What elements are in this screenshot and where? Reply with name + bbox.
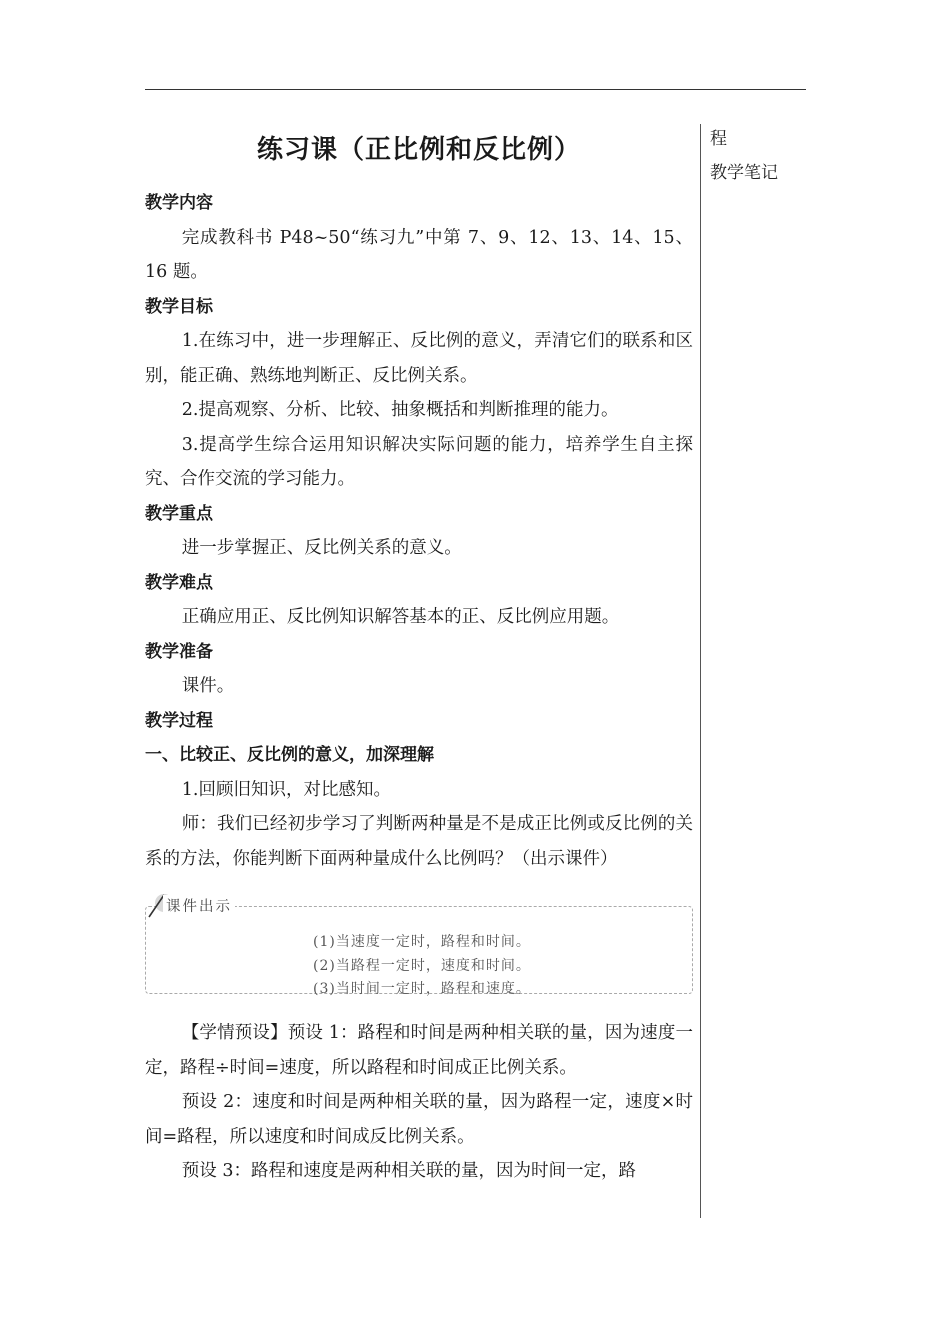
callout-item: (2)当路程一定时，速度和时间。 xyxy=(313,957,531,974)
prep-text: 课件。 xyxy=(181,676,235,696)
callout-list xyxy=(313,931,531,1002)
page-title: 练习课（正比例和反比例） xyxy=(256,135,581,165)
notes-label: 教学笔记 xyxy=(710,163,778,183)
content-text: 完成教科书 P48~50“练习九”中第 7、9、12、13、14、15、16 题。 xyxy=(145,227,693,282)
content-heading: 教学内容 xyxy=(145,193,213,213)
callout-item: (1)当速度一定时，路程和时间。 xyxy=(313,934,531,950)
step-1: 1.回顾旧知识，对比感知。 xyxy=(181,779,391,800)
part1-heading: 一、比较正、反比例的意义，加深理解 xyxy=(145,745,434,765)
preset-2: 预设 2：速度和时间是两种相关联的量，因为路程一定，速度×时间=路程，所以速度和时间成反比例关系。 xyxy=(145,1092,693,1147)
difficulty-text: 正确应用正、反比例知识解答基本的正、反比例应用题。 xyxy=(181,607,620,627)
key-heading: 教学重点 xyxy=(145,503,213,524)
courseware-callout xyxy=(145,894,693,997)
goal-1: 1.在练习中，进一步理解正、反比例的意义，弄清它们的联系和区别，能正确、熟练地判断正、反比例关系。 xyxy=(145,331,693,386)
prep-heading: 教学准备 xyxy=(145,641,213,662)
teacher-text: 师：我们已经初步学习了判断两种量是不是成正比例或反比例的关系的方法，你能判断下面两种量成什么比例吗？（出示课件） xyxy=(145,814,693,869)
key-text: 进一步掌握正、反比例关系的意义。 xyxy=(181,538,462,558)
goal-3: 3.提高学生综合运用知识解决实际问题的能力，培养学生自主探究、合作交流的学习能力。 xyxy=(145,434,693,489)
margin-char: 程 xyxy=(710,129,727,149)
difficulty-heading: 教学难点 xyxy=(145,572,213,593)
callout-label: 课件出示 xyxy=(163,895,235,916)
margin-divider xyxy=(700,124,701,1218)
goals-heading: 教学目标 xyxy=(145,296,213,317)
goal-2: 2.提高观察、分析、比较、抽象概括和判断推理的能力。 xyxy=(181,400,619,420)
lesson-body xyxy=(145,128,693,1189)
callout-item: (3)当时间一定时，路程和速度。 xyxy=(313,981,531,997)
header-rule xyxy=(145,89,806,90)
callout-box xyxy=(145,906,693,997)
preset-3: 预设 3：路程和速度是两种相关联的量，因为时间一定，路 xyxy=(181,1161,636,1181)
preset-1: 【学情预设】预设 1：路程和时间是两种相关联的量，因为速度一定，路程÷时间=速度，所以路程和时间成正比例关系。 xyxy=(145,1023,693,1078)
process-heading: 教学过程 xyxy=(145,710,213,731)
